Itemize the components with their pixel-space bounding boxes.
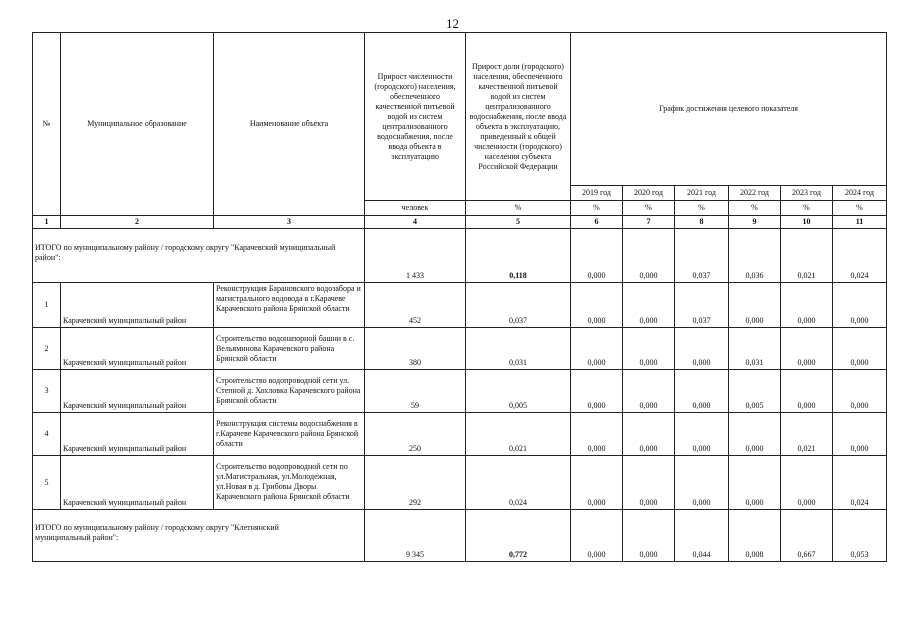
col-number: 4 — [365, 216, 466, 229]
total-year-value: 0,053 — [833, 510, 887, 562]
table-row — [33, 283, 887, 328]
year-unit: % — [833, 201, 887, 216]
row-num: 1 — [33, 283, 61, 328]
table-row — [33, 413, 887, 456]
row-year-value: 0,000 — [833, 413, 887, 456]
total-people: 9 345 — [365, 510, 466, 562]
year-unit: % — [571, 201, 623, 216]
col-number: 6 — [571, 216, 623, 229]
row-share: 0,037 — [466, 283, 571, 328]
total-share: 0,772 — [466, 510, 571, 562]
row-object: Реконструкция Барановского водозабора и магистрального водовода в г.Карачеве Карачевского района Брянской области — [214, 283, 365, 328]
total-label: ИТОГО по муниципальному району / городскому округу "Клетнянский муниципальный район": — [33, 510, 365, 562]
col-number: 1 — [33, 216, 61, 229]
row-year-value: 0,000 — [571, 370, 623, 413]
total-year-value: 0,044 — [675, 510, 729, 562]
row-share: 0,005 — [466, 370, 571, 413]
row-share: 0,031 — [466, 328, 571, 370]
row-people: 250 — [365, 413, 466, 456]
row-year-value: 0,000 — [781, 328, 833, 370]
col-number: 2 — [61, 216, 214, 229]
row-year-value: 0,000 — [571, 413, 623, 456]
header-year: 2022 год — [729, 186, 781, 201]
row-year-value: 0,000 — [623, 370, 675, 413]
row-municipality: Карачевский муниципальный район — [61, 456, 214, 510]
row-year-value: 0,000 — [729, 283, 781, 328]
row-year-value: 0,000 — [571, 328, 623, 370]
total-year-value: 0,000 — [623, 229, 675, 283]
row-year-value: 0,000 — [623, 413, 675, 456]
row-municipality: Карачевский муниципальный район — [61, 328, 214, 370]
col-number: 8 — [675, 216, 729, 229]
unit-people: человек — [365, 201, 466, 216]
col-number: 5 — [466, 216, 571, 229]
col-number: 7 — [623, 216, 675, 229]
header-municipality: Муниципальное образование — [61, 33, 214, 216]
unit-pct: % — [466, 201, 571, 216]
col-number: 9 — [729, 216, 781, 229]
total-row — [33, 510, 887, 562]
header-year: 2021 год — [675, 186, 729, 201]
year-unit: % — [781, 201, 833, 216]
total-year-value: 0,000 — [571, 229, 623, 283]
page-number: 12 — [446, 16, 459, 31]
row-year-value: 0,000 — [623, 328, 675, 370]
target-indicator-table — [32, 32, 887, 562]
total-year-value: 0,024 — [833, 229, 887, 283]
row-object: Реконструкция системы водоснабжения в г.Карачеве Карачевского района Брянской области — [214, 413, 365, 456]
total-year-value: 0,008 — [729, 510, 781, 562]
row-year-value: 0,005 — [729, 370, 781, 413]
header-year: 2019 год — [571, 186, 623, 201]
row-year-value: 0,024 — [833, 456, 887, 510]
row-year-value: 0,000 — [781, 370, 833, 413]
row-num: 3 — [33, 370, 61, 413]
row-year-value: 0,000 — [571, 283, 623, 328]
header-object: Наименование объекта — [214, 33, 365, 216]
row-people: 452 — [365, 283, 466, 328]
header-num: № — [33, 33, 61, 216]
row-year-value: 0,000 — [833, 370, 887, 413]
row-year-value: 0,000 — [675, 370, 729, 413]
header-pop-growth: Прирост численности (городского) населения, обеспеченного качественной питьевой водой из систем централизованного водоснабжения, после ввода объекта в эксплуатацию — [365, 33, 466, 201]
row-municipality: Карачевский муниципальный район — [61, 370, 214, 413]
row-year-value: 0,037 — [675, 283, 729, 328]
row-object: Строительство водопроводной сети ул. Степной д. Хохловка Карачевского района Брянской области — [214, 370, 365, 413]
col-number: 3 — [214, 216, 365, 229]
year-unit: % — [623, 201, 675, 216]
table-row — [33, 456, 887, 510]
row-num: 2 — [33, 328, 61, 370]
total-year-value: 0,037 — [675, 229, 729, 283]
header-year: 2020 год — [623, 186, 675, 201]
col-number: 10 — [781, 216, 833, 229]
row-year-value: 0,000 — [781, 456, 833, 510]
header-year: 2023 год — [781, 186, 833, 201]
row-year-value: 0,021 — [781, 413, 833, 456]
total-share: 0,118 — [466, 229, 571, 283]
row-year-value: 0,000 — [675, 456, 729, 510]
total-year-value: 0,667 — [781, 510, 833, 562]
row-year-value: 0,000 — [675, 328, 729, 370]
row-num: 5 — [33, 456, 61, 510]
table-row — [33, 328, 887, 370]
total-people: 1 433 — [365, 229, 466, 283]
year-unit: % — [675, 201, 729, 216]
row-object: Строительство водонапорной башни в с. Вельяминова Карачевского района Брянской области — [214, 328, 365, 370]
table-row — [33, 370, 887, 413]
total-year-value: 0,000 — [623, 510, 675, 562]
total-year-value: 0,036 — [729, 229, 781, 283]
total-year-value: 0,021 — [781, 229, 833, 283]
row-year-value: 0,000 — [675, 413, 729, 456]
row-people: 292 — [365, 456, 466, 510]
row-municipality: Карачевский муниципальный район — [61, 413, 214, 456]
row-object: Строительство водопроводной сети по ул.Магистральная, ул.Молодежная, ул.Новая в д. Грибовы Дворы Карачевского района Брянской области — [214, 456, 365, 510]
year-unit: % — [729, 201, 781, 216]
row-people: 380 — [365, 328, 466, 370]
row-year-value: 0,000 — [729, 413, 781, 456]
row-year-value: 0,000 — [623, 456, 675, 510]
header-year: 2024 год — [833, 186, 887, 201]
row-year-value: 0,000 — [729, 456, 781, 510]
row-share: 0,021 — [466, 413, 571, 456]
header-share-growth: Прирост доли (городского) населения, обеспеченного качественной питьевой водой из систем централизованного водоснабжения, после ввода объекта в эксплуатацию, приведенный к общей численности (городского) населения субъекта Российской Федерации — [466, 33, 571, 201]
total-label: ИТОГО по муниципальному району / городскому округу "Карачевский муниципальный район": — [33, 229, 365, 283]
row-num: 4 — [33, 413, 61, 456]
row-year-value: 0,000 — [623, 283, 675, 328]
total-year-value: 0,000 — [571, 510, 623, 562]
row-share: 0,024 — [466, 456, 571, 510]
row-year-value: 0,000 — [833, 283, 887, 328]
header-schedule: График достижения целевого показателя — [571, 33, 887, 186]
row-municipality: Карачевский муниципальный район — [61, 283, 214, 328]
row-year-value: 0,031 — [729, 328, 781, 370]
total-row — [33, 229, 887, 283]
row-year-value: 0,000 — [833, 328, 887, 370]
row-people: 59 — [365, 370, 466, 413]
row-year-value: 0,000 — [781, 283, 833, 328]
row-year-value: 0,000 — [571, 456, 623, 510]
col-number: 11 — [833, 216, 887, 229]
